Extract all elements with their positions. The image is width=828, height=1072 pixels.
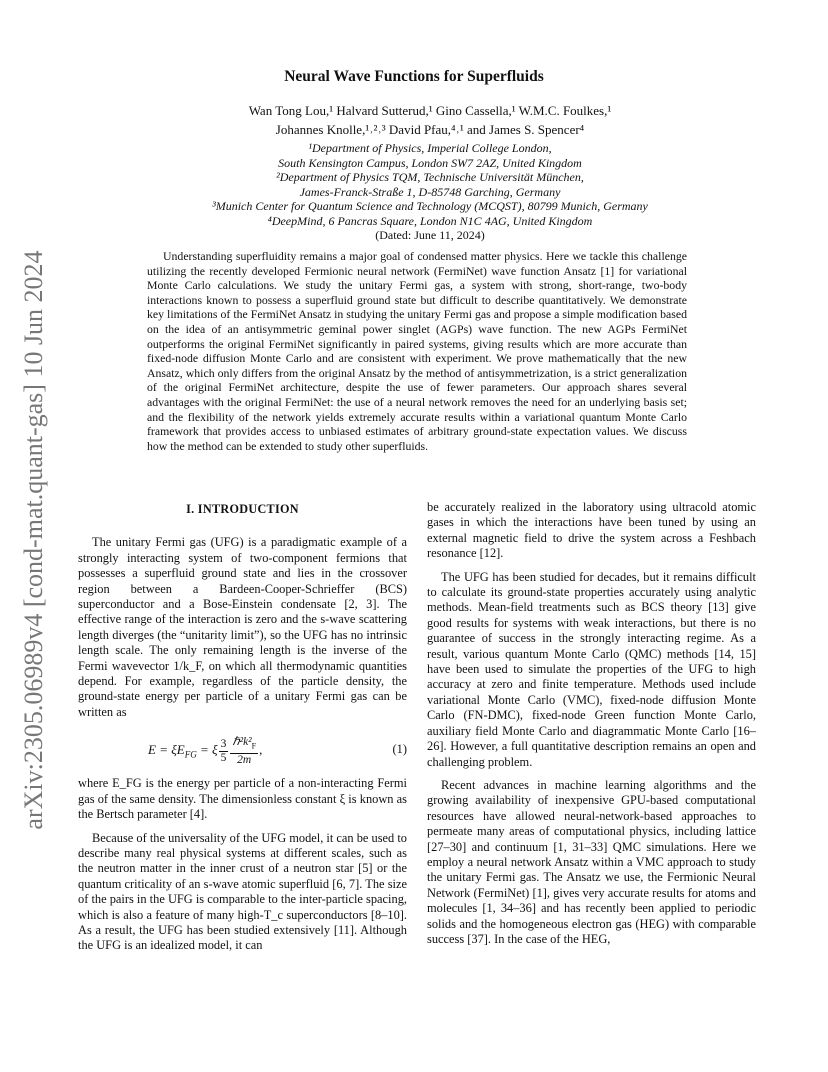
affiliation-line: ⁴DeepMind, 6 Pancras Square, London N1C 4AG, United Kingdom [267, 213, 593, 228]
paragraph: be accurately realized in the laboratory using ultracold atomic gases in which the interactions have been tuned by using an external magnetic field to drive the system across a Feshbach resonance [12]. [427, 500, 756, 561]
fraction: $\frac{3}{5}$ [220, 737, 227, 764]
affiliation-line: ³Munich Center for Quantum Science and Technology (MCQST), 80799 Munich, Germany [212, 199, 648, 213]
paragraph: Recent advances in machine learning algorithms and the growing availability of inexpensive GPU-based computational resources have allowed neural-network-based approaches to permeate many areas of computational physics, including lattice [27–30] and continuum [1, 31–33] QMC simulations. Here we employ a neural network Ansatz within a VMC approach to study the unitary Fermi gas. The Ansatz we use, the Fermionic Neural Network (FermiNet) [1], gives very accurate results for atoms and molecules [1, 34–36] and has recently been applied to periodic solids and the homogeneous electron gas (HEG) with comparable success [37]. In the case of the HEG, [427, 777, 756, 946]
paragraph: The unitary Fermi gas (UFG) is a paradigmatic example of a strongly interacting system of two-component fermions that possesses a superfluid ground state and lies in the crossover region between a Bardeen-Cooper-Schrieffer (BCS) superconductor and a Bose-Einstein condensate [2, 3]. The effective range of the interaction is zero and the s-wave scattering length diverges (the “unitarity limit”), so the UFG has no intrinsic length scale. The only remaining length is the inverse of the Fermi wavevector 1/k_F, on which all thermodynamic quantities depend. For example, regardless of the particle density, the ground-state energy per particle of a unitary Fermi gas can be written as [78, 535, 407, 719]
equation-body: $E = \xi E_{FG} = \xi$ $\frac{3}{5}$ $\frac{\hbar^2k^2_F}{2m}$ , [148, 736, 263, 766]
paper-title: Neural Wave Functions for Superfluids [284, 68, 544, 85]
left-column [78, 500, 407, 962]
author-line-2: Johannes Knolle,¹˒²˒³ David Pfau,⁴˒¹ and James S. Spencer⁴ [275, 122, 585, 137]
equation-number: (1) [392, 742, 407, 757]
section-heading: I. INTRODUCTION [186, 502, 299, 516]
right-column [427, 500, 756, 955]
paragraph: where E_FG is the energy per particle of a non-interacting Fermi gas of the same density. The dimensionless constant ξ is known as the Bertsch parameter [4]. [78, 776, 407, 822]
arxiv-sidebar-stamp [14, 230, 54, 850]
date-line: (Dated: June 11, 2024) [375, 228, 485, 242]
abstract: Understanding superfluidity remains a major goal of condensed matter physics. Here we tackle this challenge utilizing the recently developed Fermionic neural network (FermiNet) wave function Ansatz [1] for variational Monte Carlo calculations. We study the unitary Fermi gas, a system with strong, short-range, two-body interactions known to possess a superfluid ground state but difficult to describe quantitatively. We demonstrate key limitations of the FermiNet Ansatz in studying the unitary Fermi gas and propose a simple modification based on the idea of an antisymmetric geminal power singlet (AGPs) wave function. The new AGPs FermiNet outperforms the original FermiNet significantly in paired systems, giving results which are more accurate than fixed-node diffusion Monte Carlo and are consistent with experiment. We prove mathematically that the new Ansatz, which only differs from the original Ansatz by the method of antisymmetrization, is a strict generalization of the original FermiNet architecture, despite the use of fewer parameters. Our approach shares several advantages with the original FermiNet: the use of a neural network removes the need for an underlying basis set; and the flexibility of the network yields extremely accurate results within a variational quantum Monte Carlo framework that provides access to unbiased estimates of arbitrary ground-state expectation values. We discuss how the method can be extended to study other superfluids. [147, 249, 687, 453]
affiliations [120, 141, 740, 243]
paragraph: Because of the universality of the UFG model, it can be used to describe many real physical systems at different scales, such as the neutron matter in the inner crust of a neutron star [5] or the quantum criticality of an s-wave atomic superfluid [6, 7]. The size of the pairs in the UFG is comparable to the inter-particle spacing, which is also a feature of many high-T_c superconductors [8–10]. As a result, the UFG has been studied extensively [11]. Although the UFG is an idealized model, it can [78, 830, 407, 953]
affiliation-line: ¹Department of Physics, Imperial College London, [308, 141, 552, 155]
affiliation-line: South Kensington Campus, London SW7 2AZ, United Kingdom [278, 155, 582, 170]
author-line-1: Wan Tong Lou,¹ Halvard Sutterud,¹ Gino Cassella,¹ W.M.C. Foulkes,¹ [248, 103, 612, 118]
equation-1 [78, 728, 407, 770]
fraction: $\frac{\hbar^2k^2_F}{2m}$ [232, 736, 257, 766]
affiliation-line: James-Franck-Straße 1, D-85748 Garching, Germany [299, 184, 561, 199]
author-list [150, 101, 710, 139]
paragraph: The UFG has been studied for decades, but it remains difficult to calculate its ground-state properties accurately using analytic methods. Mean-field treatments such as BCS theory [13] give good results for systems with weak interactions, but there is no guarantee of success in the strongly interacting regime. As a result, various quantum Monte Carlo (QMC) methods [14, 15] have been used to simulate the properties of the UFG to high accuracy at zero and finite temperature. Methods used include variational Monte Carlo (VMC), fixed-node diffusion Monte Carlo (FN-DMC), fixed-node Green function Monte Carlo, auxiliary field Monte Carlo and diagrammatic Monte Carlo [16–26]. However, a full quantitative description remains an open and challenging problem. [427, 569, 756, 769]
arxiv-identifier: arXiv:2305.06989v4 [cond-mat.quant-gas] 10 Jun 2024 [19, 250, 48, 830]
affiliation-line: ²Department of Physics TQM, Technische Universität München, [276, 170, 584, 184]
